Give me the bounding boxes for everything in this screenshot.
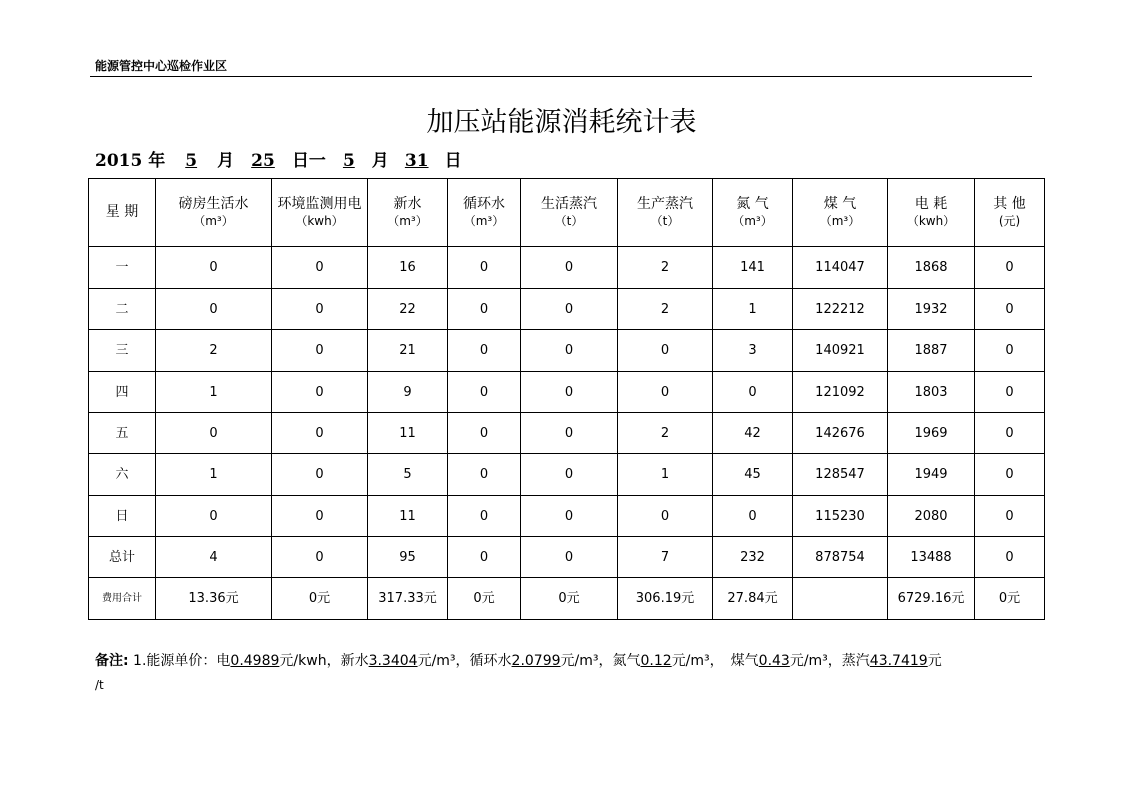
column-header bbox=[272, 179, 368, 247]
steam-unit-a: 元 bbox=[927, 653, 942, 669]
table-row bbox=[89, 289, 1045, 330]
column-header-name: 煤 气 bbox=[823, 195, 857, 212]
column-header bbox=[89, 179, 156, 247]
table-row bbox=[89, 330, 1045, 372]
table-cell: 121092 bbox=[793, 372, 888, 413]
table-cell: 0 bbox=[521, 413, 618, 454]
table-cell: 2080 bbox=[888, 496, 975, 537]
column-header bbox=[156, 179, 272, 247]
table-cell: 115230 bbox=[793, 496, 888, 537]
table-cell: 140921 bbox=[793, 330, 888, 372]
table-cell: 一 bbox=[89, 247, 156, 289]
table-cell: 1 bbox=[156, 372, 272, 413]
table-cell: 0元 bbox=[448, 578, 521, 620]
column-header bbox=[618, 179, 713, 247]
note-prefix: 1.能源单价：电 bbox=[128, 653, 231, 669]
table-cell: 0 bbox=[975, 413, 1045, 454]
column-header-name: 生产蒸汽 bbox=[637, 195, 693, 212]
table-cell: 0 bbox=[521, 537, 618, 578]
table-cell: 1932 bbox=[888, 289, 975, 330]
table-cell: 9 bbox=[368, 372, 448, 413]
table-cell: 0元 bbox=[272, 578, 368, 620]
table-cell: 45 bbox=[713, 454, 793, 496]
table-cell: 0 bbox=[975, 537, 1045, 578]
column-header bbox=[975, 179, 1045, 247]
table-cell: 1 bbox=[618, 454, 713, 496]
column-header-name: 生活蒸汽 bbox=[541, 195, 597, 212]
table-cell: 0 bbox=[272, 537, 368, 578]
table-cell: 0 bbox=[975, 454, 1045, 496]
note-line bbox=[95, 650, 942, 670]
table-cell: 878754 bbox=[793, 537, 888, 578]
column-header-name: 星 期 bbox=[105, 204, 139, 220]
table-cell: 0 bbox=[272, 496, 368, 537]
note-label: 备注: bbox=[95, 653, 129, 669]
table-cell: 317.33元 bbox=[368, 578, 448, 620]
table-cell: 7 bbox=[618, 537, 713, 578]
table-cell: 1 bbox=[156, 454, 272, 496]
table-cell: 总计 bbox=[89, 537, 156, 578]
column-header-name: 其 他 bbox=[993, 195, 1026, 212]
table-cell: 日 bbox=[89, 496, 156, 537]
table-cell: 0 bbox=[448, 454, 521, 496]
table-cell: 27.84元 bbox=[713, 578, 793, 620]
table-cell: 306.19元 bbox=[618, 578, 713, 620]
column-header-unit: （m³） bbox=[732, 213, 773, 228]
column-header bbox=[888, 179, 975, 247]
column-header-unit: （t） bbox=[554, 213, 584, 228]
column-header-name: 磅房生活水 bbox=[178, 195, 249, 212]
column-header-unit: （m³） bbox=[463, 213, 505, 228]
date-day-dash: 日一 bbox=[291, 151, 326, 171]
table-cell: 0 bbox=[156, 289, 272, 330]
table-cell: 0 bbox=[521, 454, 618, 496]
table-cell: 141 bbox=[713, 247, 793, 289]
column-header-unit: （kwh） bbox=[295, 213, 344, 228]
table-cell: 0 bbox=[272, 372, 368, 413]
energy-table bbox=[88, 178, 1045, 620]
note-line-2: /t bbox=[95, 678, 104, 692]
table-cell: 0 bbox=[448, 496, 521, 537]
table-cell: 0 bbox=[975, 289, 1045, 330]
table-cell: 0 bbox=[975, 496, 1045, 537]
table-cell: 0 bbox=[272, 330, 368, 372]
table-cell: 22 bbox=[368, 289, 448, 330]
water-price: 3.3404 bbox=[368, 653, 418, 669]
gas-price: 0.43 bbox=[758, 653, 790, 669]
table-row bbox=[89, 247, 1045, 289]
column-header-unit: （m³） bbox=[819, 213, 861, 228]
table-cell: 2 bbox=[618, 289, 713, 330]
column-header-unit: (元) bbox=[998, 213, 1021, 228]
table-cell: 0 bbox=[713, 372, 793, 413]
elec-unit: 元/kwh，新水 bbox=[279, 653, 369, 669]
column-header bbox=[448, 179, 521, 247]
table-cell: 0 bbox=[156, 496, 272, 537]
table-cell: 0元 bbox=[521, 578, 618, 620]
header-row bbox=[89, 179, 1045, 247]
table-cell: 0元 bbox=[975, 578, 1045, 620]
date-year: 2015 bbox=[95, 151, 143, 171]
page-title: 加压站能源消耗统计表 bbox=[426, 107, 697, 138]
org-header: 能源管控中心巡检作业区 bbox=[95, 59, 228, 73]
date-month-char-1: 月 bbox=[217, 151, 235, 171]
column-header-name: 新水 bbox=[393, 195, 422, 212]
table-row bbox=[89, 454, 1045, 496]
table-cell: 142676 bbox=[793, 413, 888, 454]
table-cell: 0 bbox=[448, 413, 521, 454]
table-cell: 0 bbox=[272, 289, 368, 330]
date-range bbox=[95, 146, 462, 171]
table-cell: 三 bbox=[89, 330, 156, 372]
table-cell: 42 bbox=[713, 413, 793, 454]
date-start-day: 25 bbox=[251, 151, 275, 171]
table-cell: 114047 bbox=[793, 247, 888, 289]
table-cell: 费用合计 bbox=[89, 578, 156, 620]
table-cell: 3 bbox=[713, 330, 793, 372]
circ-water-price: 2.0799 bbox=[511, 653, 561, 669]
table-cell: 二 bbox=[89, 289, 156, 330]
date-end-month: 5 bbox=[342, 151, 355, 171]
table-cell: 11 bbox=[368, 496, 448, 537]
table-cell: 0 bbox=[448, 372, 521, 413]
table-cell bbox=[793, 578, 888, 620]
table-cell: 六 bbox=[89, 454, 156, 496]
table-cell: 0 bbox=[521, 289, 618, 330]
date-start-month: 5 bbox=[185, 151, 198, 171]
table-cell: 0 bbox=[975, 247, 1045, 289]
table-cell: 1868 bbox=[888, 247, 975, 289]
table-cell: 1969 bbox=[888, 413, 975, 454]
table-cell: 0 bbox=[975, 372, 1045, 413]
table-cell: 95 bbox=[368, 537, 448, 578]
table-cell: 0 bbox=[448, 289, 521, 330]
nitrogen-unit: 元/m³， 煤气 bbox=[671, 653, 759, 669]
date-day-char: 日 bbox=[444, 151, 462, 171]
table-cell: 0 bbox=[272, 454, 368, 496]
table-cell: 13488 bbox=[888, 537, 975, 578]
table-cell: 0 bbox=[975, 330, 1045, 372]
circ-water-unit: 元/m³，氮气 bbox=[560, 653, 641, 669]
column-header bbox=[793, 179, 888, 247]
steam-price: 43.7419 bbox=[869, 653, 928, 669]
column-header-unit: （m³） bbox=[387, 213, 428, 228]
column-header bbox=[713, 179, 793, 247]
table-cell: 4 bbox=[156, 537, 272, 578]
date-month-char-2: 月 bbox=[371, 151, 389, 171]
table-row bbox=[89, 372, 1045, 413]
table-cell: 0 bbox=[272, 247, 368, 289]
table-cell: 五 bbox=[89, 413, 156, 454]
table-cell: 0 bbox=[521, 330, 618, 372]
table-cell: 0 bbox=[521, 496, 618, 537]
table-cell: 122212 bbox=[793, 289, 888, 330]
table-cell: 0 bbox=[448, 247, 521, 289]
column-header bbox=[368, 179, 448, 247]
column-header-name: 氮 气 bbox=[736, 195, 769, 212]
table-cell: 四 bbox=[89, 372, 156, 413]
table-row bbox=[89, 496, 1045, 537]
column-header-name: 电 耗 bbox=[914, 195, 948, 212]
column-header-unit: （m³） bbox=[193, 213, 234, 228]
table-row bbox=[89, 413, 1045, 454]
column-header bbox=[521, 179, 618, 247]
table-cell: 2 bbox=[618, 247, 713, 289]
table-cell: 0 bbox=[618, 372, 713, 413]
column-header-unit: （t） bbox=[650, 213, 680, 228]
table-cell: 1887 bbox=[888, 330, 975, 372]
table-cell: 0 bbox=[618, 330, 713, 372]
table-cell: 21 bbox=[368, 330, 448, 372]
table-cell: 0 bbox=[521, 247, 618, 289]
elec-price: 0.4989 bbox=[230, 653, 280, 669]
table-cell: 0 bbox=[521, 372, 618, 413]
table-cell: 0 bbox=[618, 496, 713, 537]
table-cell: 0 bbox=[448, 537, 521, 578]
column-header-unit: （kwh） bbox=[906, 213, 956, 228]
table-row bbox=[89, 537, 1045, 578]
table-cell: 0 bbox=[156, 413, 272, 454]
table-cell: 1803 bbox=[888, 372, 975, 413]
table-cell: 1 bbox=[713, 289, 793, 330]
table-cell: 0 bbox=[156, 247, 272, 289]
table-cell: 6729.16元 bbox=[888, 578, 975, 620]
table-cell: 0 bbox=[448, 330, 521, 372]
gas-unit: 元/m³，蒸汽 bbox=[789, 653, 870, 669]
date-year-char: 年 bbox=[148, 151, 166, 171]
table-cell: 0 bbox=[272, 413, 368, 454]
table-cell: 232 bbox=[713, 537, 793, 578]
nitrogen-price: 0.12 bbox=[640, 653, 672, 669]
water-unit: 元/m³，循环水 bbox=[417, 653, 512, 669]
table-cell: 16 bbox=[368, 247, 448, 289]
header-divider bbox=[90, 76, 1032, 77]
table-cell: 2 bbox=[156, 330, 272, 372]
table-cell: 0 bbox=[713, 496, 793, 537]
table-cell: 1949 bbox=[888, 454, 975, 496]
column-header-name: 环境监测用电 bbox=[277, 195, 362, 212]
table-row bbox=[89, 578, 1045, 620]
date-end-day: 31 bbox=[404, 151, 429, 171]
table-cell: 13.36元 bbox=[156, 578, 272, 620]
table-cell: 5 bbox=[368, 454, 448, 496]
table-cell: 2 bbox=[618, 413, 713, 454]
column-header-name: 循环水 bbox=[463, 195, 505, 212]
table-cell: 11 bbox=[368, 413, 448, 454]
table-cell: 128547 bbox=[793, 454, 888, 496]
